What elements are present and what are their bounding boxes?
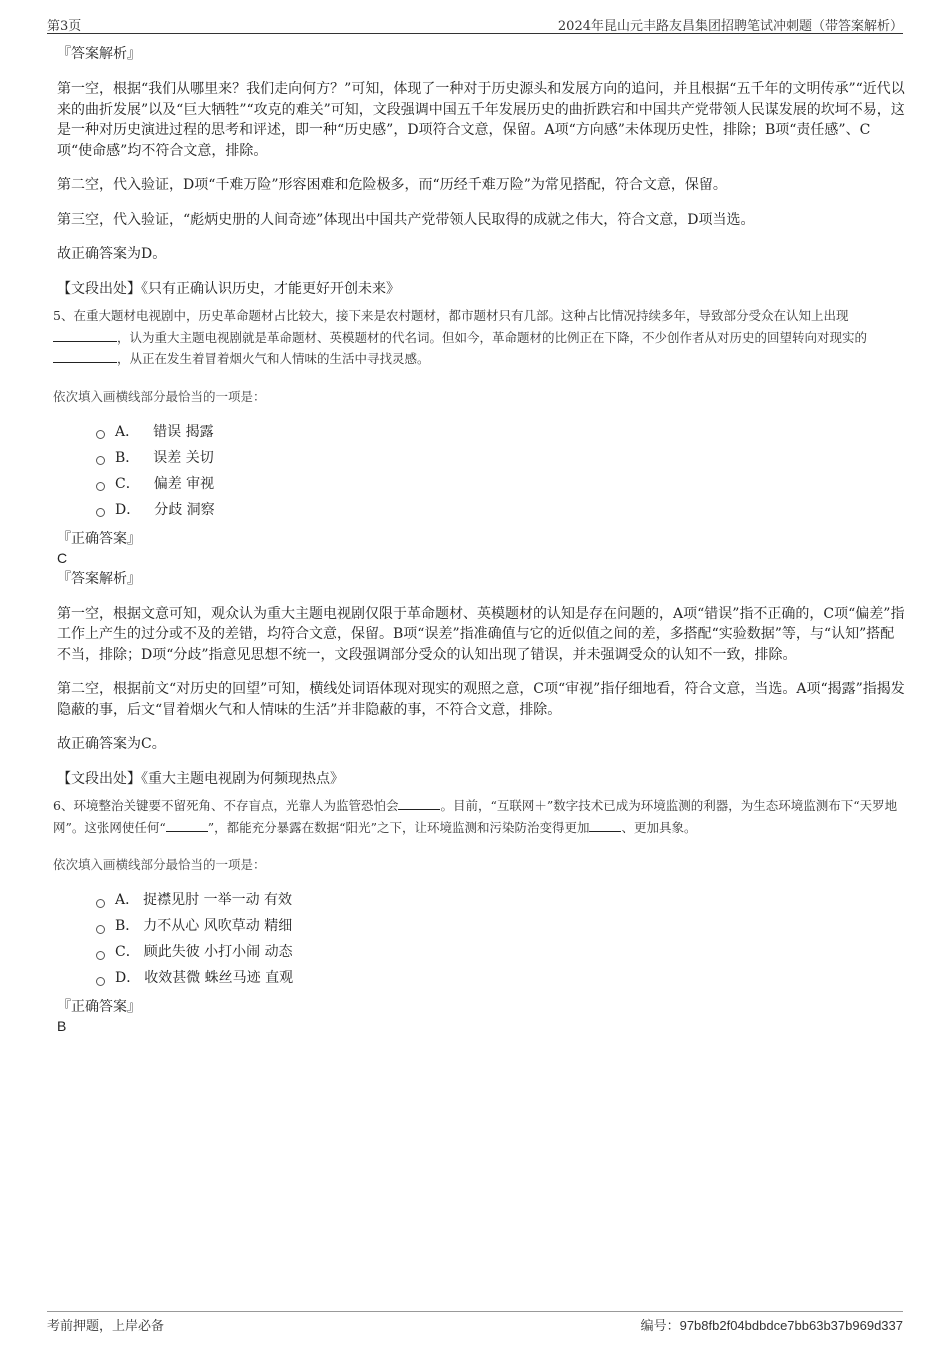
- option-c[interactable]: C． 偏差 审视: [96, 471, 905, 497]
- option-a[interactable]: A． 捉襟见肘 一举一动 有效: [96, 887, 905, 913]
- radio-icon[interactable]: [96, 508, 105, 517]
- page-header: [47, 11, 903, 34]
- question-text: 5、在重大题材电视剧中，历史革命题材占比较大，接下来是农村题材，都市题材只有几部。这种占比情况持续多年，导致部分受众在认知上出现，认为重大主题电视剧就是革命题材、英模题材的代名词。但如今，革命题材的比例正在下降，不少创作者从对历史的回望转向对现实的，从正在发生着冒着烟火气和人情味的生活中寻找灵感。: [53, 308, 868, 366]
- radio-icon[interactable]: [96, 482, 105, 491]
- radio-icon[interactable]: [96, 430, 105, 439]
- radio-icon[interactable]: [96, 899, 105, 908]
- answer-conclusion: 故正确答案为D。: [57, 246, 167, 262]
- option-d[interactable]: D． 分歧 洞察: [96, 497, 905, 523]
- analysis-paragraph-1: 第一空，根据“我们从哪里来？我们走向何方？”可知，体现了一种对于历史源头和发展方向的追问，并且根据“五千年的文明传承”“近代以来的曲折发展”以及“巨大牺牲”“攻克的难关”可知，文段强调中国五千年发展历史的曲折跌宕和中国共产党带领人民谋发展的坎坷不易，这是一种对历史演进过程的思考和评述，即一种“历史感”，D项符合文意，保留。A项“方向感”未体现历史性，排除；B项“责任感”、C项“使命感”均不符合文意，排除。: [57, 81, 905, 159]
- document-title: 2024年昆山元丰路友昌集团招聘笔试冲刺题（带答案解析）: [557, 19, 903, 34]
- option-c[interactable]: C． 顾此失彼 小打小闹 动态: [96, 939, 905, 965]
- question-6: [53, 795, 905, 1035]
- page-content: [53, 44, 905, 1035]
- source-citation: 【文段出处】《重大主题电视剧为何频现热点》: [57, 770, 344, 787]
- correct-answer: C: [57, 549, 68, 566]
- analysis-label: 『答案解析』: [57, 570, 141, 587]
- option-b[interactable]: B． 误差 关切: [96, 445, 905, 471]
- question-instruction: 依次填入画横线部分最恰当的一项是：: [53, 388, 266, 404]
- analysis-paragraph-2: 第二空，根据前文“对历史的回望”可知，横线处词语体现对现实的观照之意，C项“审视”指仔细地看，符合文意，当选。A项“揭露”指揭发隐蔽的事，后文“冒着烟火气和人情味的生活”并非隐蔽的事，不符合文意，排除。: [57, 681, 905, 718]
- analysis-label: 『答案解析』: [57, 46, 141, 62]
- correct-answer-label: 『正确答案』: [57, 999, 141, 1015]
- analysis-paragraph-2: 第二空，代入验证，D项“千难万险”形容困难和危险极多，而“历经千难万险”为常见搭配，符合文意，保留。: [57, 177, 727, 193]
- question-instruction: 依次填入画横线部分最恰当的一项是：: [53, 857, 266, 872]
- page-number: 第3页: [47, 19, 82, 34]
- option-b[interactable]: B． 力不从心 风吹草动 精细: [96, 913, 905, 939]
- correct-answer: B: [57, 1018, 67, 1034]
- source-citation: 【文段出处】《只有正确认识历史，才能更好开创未来》: [57, 280, 400, 297]
- answer-blank: [53, 327, 117, 342]
- options-list: [96, 419, 905, 523]
- correct-answer-label: 『正确答案』: [57, 530, 141, 547]
- radio-icon[interactable]: [96, 456, 105, 465]
- analysis-paragraph-1: 第一空，根据文意可知，观众认为重大主题电视剧仅限于革命题材、英模题材的认知是存在问题的，A项“错误”指不正确的，C项“偏差”指工作上产生的过分或不及的差错，均符合文意，保留。B项“误差”指准确值与它的近似值之间的差，多搭配“实验数据”等，与“认知”搭配不当，排除；D项“分歧”指意见思想不统一，文段强调部分受众的认知出现了错误，并未强调受众的认知不一致，排除。: [57, 605, 905, 663]
- answer-blank: [166, 817, 208, 832]
- analysis-paragraph-3: 第三空，代入验证，“彪炳史册的人间奇迹”体现出中国共产党带领人民取得的成就之伟大，符合文意，D项当选。: [57, 211, 755, 228]
- answer-conclusion: 故正确答案为C。: [57, 736, 166, 752]
- footer-slogan: 考前押题，上岸必备: [47, 1319, 165, 1334]
- page-footer: [47, 1311, 903, 1334]
- option-a[interactable]: A． 错误 揭露: [96, 419, 905, 445]
- options-list: [96, 887, 905, 991]
- question-text: 6、环境整治关键要不留死角、不存盲点，光靠人为监管恐怕会 。目前，“互联网＋”数字技术已成为环境监测的利器，为生态环境监测布下“天罗地网”。这张网使任何“ ”，都能充分暴露在数据“阳光”之下，让环境监测和污染防治变得更加 、更加具象。: [53, 795, 905, 838]
- document-id: 编号：97b8fb2f04bdbdce7bb63b37b969d337: [640, 1318, 903, 1334]
- question-5: [53, 305, 905, 789]
- radio-icon[interactable]: [96, 925, 105, 934]
- answer-blank: [398, 795, 440, 810]
- radio-icon[interactable]: [96, 977, 105, 986]
- radio-icon[interactable]: [96, 951, 105, 960]
- answer-blank: [53, 348, 117, 363]
- answer-blank: [589, 817, 621, 832]
- option-d[interactable]: D． 收效甚微 蛛丝马迹 直观: [96, 965, 905, 991]
